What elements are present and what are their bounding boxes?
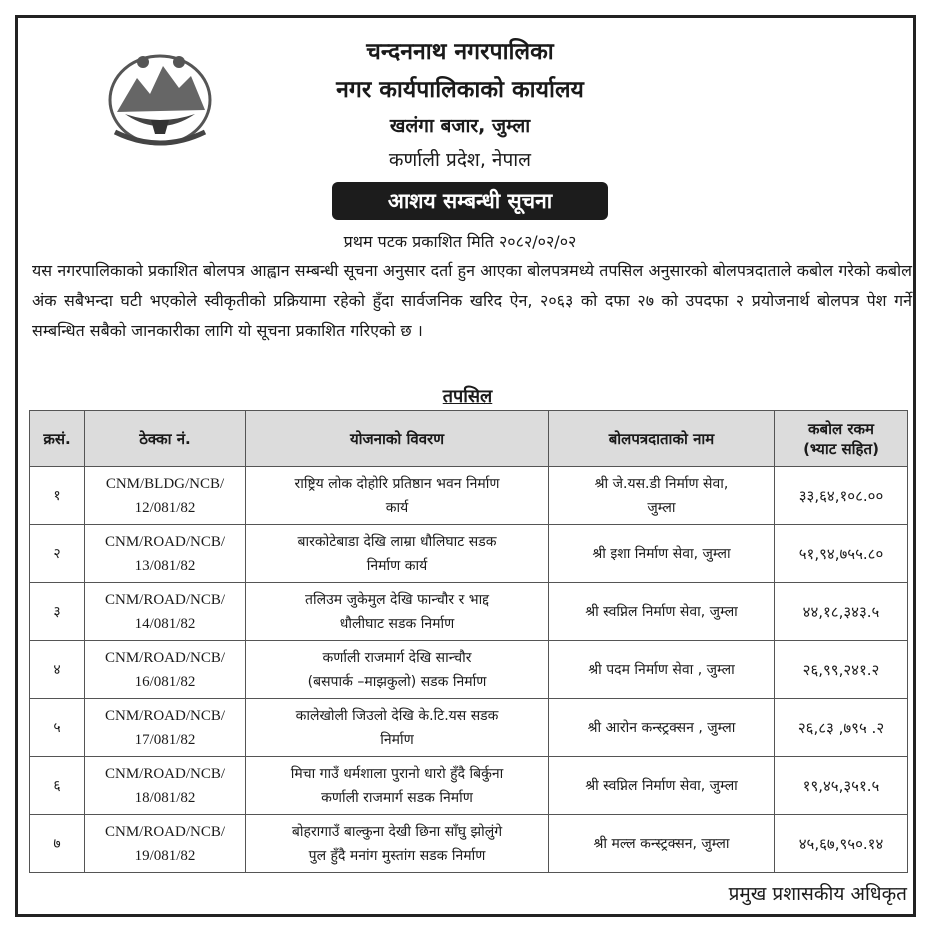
table-row	[30, 467, 908, 525]
cell-contract	[85, 641, 246, 699]
bidder-line-1: श्री स्वप्निल निर्माण सेवा, जुम्ला	[585, 777, 738, 794]
cell-amount: २६,९९,२४१.२	[775, 641, 908, 699]
bidder-line-1: श्री इशा निर्माण सेवा, जुम्ला	[592, 545, 731, 562]
cell-sn: ६	[30, 757, 85, 815]
cell-bidder	[549, 699, 775, 757]
notice-title: आशय सम्बन्धी सूचना	[332, 182, 608, 220]
contract-line-2: 13/081/82	[134, 557, 196, 574]
table-row	[30, 757, 908, 815]
cell-sn: ३	[30, 583, 85, 641]
table-row	[30, 641, 908, 699]
cell-sn: १	[30, 467, 85, 525]
cell-bidder	[549, 641, 775, 699]
bidder-line-2: जुम्ला	[647, 499, 676, 516]
publication-date: प्रथम पटक प्रकाशित मिति २०८२/०२/०२	[343, 232, 577, 251]
cell-project	[246, 641, 549, 699]
contract-line-1: CNM/ROAD/NCB/	[104, 591, 226, 608]
cell-contract	[85, 467, 246, 525]
contract-line-2: 19/081/82	[134, 847, 196, 864]
col-header-amount	[775, 411, 908, 467]
project-line-2: पुल हुँदै मनांग मुस्तांग सडक निर्माण	[308, 847, 486, 864]
cell-sn: ७	[30, 815, 85, 873]
address-line-2: कर्णाली प्रदेश, नेपाल	[388, 149, 532, 171]
contract-line-2: 14/081/82	[134, 615, 196, 632]
project-line-2: (बसपार्क –माझकुलो) सडक निर्माण	[307, 673, 487, 690]
project-line-2: निर्माण	[380, 731, 414, 748]
cell-bidder	[549, 525, 775, 583]
cell-amount: ४५,६७,९५०.१४	[775, 815, 908, 873]
cell-project	[246, 815, 549, 873]
project-line-1: बारकोटेबाडा देखि लाम्रा धौलिघाट सडक	[297, 533, 497, 550]
cell-amount: ५१,९४,७५५.८०	[775, 525, 908, 583]
cell-sn: ५	[30, 699, 85, 757]
project-line-1: राष्ट्रिय लोक दोहोरि प्रतिष्ठान भवन निर्माण	[294, 475, 500, 492]
cell-contract	[85, 815, 246, 873]
contract-line-2: 16/081/82	[134, 673, 196, 690]
cell-sn: २	[30, 525, 85, 583]
cell-contract	[85, 757, 246, 815]
cell-contract	[85, 699, 246, 757]
project-line-1: बोहरागाउँ बाल्कुना देखी छिना साँघु झोलुंगे	[291, 823, 503, 840]
cell-sn: ४	[30, 641, 85, 699]
amount-header-line-2: (भ्याट सहित)	[803, 439, 879, 458]
project-line-2: निर्माण कार्य	[366, 557, 428, 574]
table-row	[30, 815, 908, 873]
cell-bidder	[549, 815, 775, 873]
col-header-bidder: बोलपत्रदाताको नाम	[549, 411, 775, 467]
nepal-emblem-icon	[95, 42, 225, 152]
office-subtitle: नगर कार्यपालिकाको कार्यालय	[336, 77, 584, 103]
bidder-line-1: श्री आरोन कन्स्ट्रक्सन , जुम्ला	[587, 719, 736, 736]
contract-line-1: CNM/ROAD/NCB/	[104, 823, 226, 840]
bidder-line-1: श्री मल्ल कन्स्ट्रक्सन, जुम्ला	[593, 835, 730, 852]
cell-bidder	[549, 757, 775, 815]
project-line-2: कर्णाली राजमार्ग सडक निर्माण	[321, 789, 473, 806]
cell-project	[246, 583, 549, 641]
contract-line-1: CNM/BLDG/NCB/	[105, 475, 225, 492]
cell-project	[246, 467, 549, 525]
bidder-line-1: श्री स्वप्निल निर्माण सेवा, जुम्ला	[585, 603, 738, 620]
contract-line-1: CNM/ROAD/NCB/	[104, 707, 226, 724]
bidder-line-1: श्री जे.यस.डी निर्माण सेवा,	[594, 475, 729, 492]
bidder-line-1: श्री पदम निर्माण सेवा , जुम्ला	[588, 661, 735, 678]
cell-amount: ४४,१८,३४३.५	[775, 583, 908, 641]
cell-amount: ३३,६४,१०८.००	[775, 467, 908, 525]
cell-amount: २६,८३ ,७९५ .२	[775, 699, 908, 757]
cell-bidder	[549, 583, 775, 641]
contract-line-2: 18/081/82	[134, 789, 196, 806]
amount-header-line-1: कबोल रकम	[808, 419, 874, 438]
cell-project	[246, 757, 549, 815]
col-header-project: योजनाको विवरण	[246, 411, 549, 467]
notice-body: यस नगरपालिकाको प्रकाशित बोलपत्र आह्वान सम्बन्धी सूचना अनुसार दर्ता हुन आएका बोलपत्रमध्ये तपसिल अनुसारको बोलपत्रदाताले कबोल गरेको कबोल अंक सबैभन्दा घटी भएकोले स्वीकृतीको प्रक्रियामा रहेको हुँदा सार्वजनिक खरिद ऐन, २०६३ को दफा २७ को उपदफा २ प्रयोजनार्थ बोलपत्र पेश गर्ने सम्बन्धित सबैको जानकारीका लागि यो सूचना प्रकाशित गरिएको छ ।	[32, 261, 912, 340]
project-line-2: धौलीघाट सडक निर्माण	[339, 615, 455, 632]
signatory: प्रमुख प्रशासकीय अधिकृत	[728, 883, 907, 905]
cell-project	[246, 525, 549, 583]
table-header-row	[30, 411, 908, 467]
cell-bidder	[549, 467, 775, 525]
cell-project	[246, 699, 549, 757]
project-line-1: कालेखोली जिउलो देखि के.टि.यस सडक	[295, 707, 499, 724]
project-line-1: कर्णाली राजमार्ग देखि सान्चौर	[322, 649, 472, 666]
project-line-1: मिचा गाउँ धर्मशाला पुरानो धारो हुँदै बिर्कुना	[290, 765, 504, 782]
project-line-1: तलिउम जुकेमुल देखि फान्चौर र भाद्द	[305, 591, 489, 608]
table-row	[30, 525, 908, 583]
table-heading: तपसिल	[442, 386, 493, 407]
contract-line-2: 12/081/82	[134, 499, 196, 516]
bid-table	[29, 410, 908, 873]
cell-contract	[85, 583, 246, 641]
office-name: चन्दननाथ नगरपालिका	[366, 39, 554, 65]
col-header-sn: क्रसं.	[30, 411, 85, 467]
contract-line-1: CNM/ROAD/NCB/	[104, 765, 226, 782]
col-header-contract: ठेक्का नं.	[85, 411, 246, 467]
cell-contract	[85, 525, 246, 583]
contract-line-1: CNM/ROAD/NCB/	[104, 649, 226, 666]
address-line-1: खलंगा बजार, जुम्ला	[389, 115, 531, 137]
project-line-2: कार्य	[385, 499, 409, 516]
table-row	[30, 583, 908, 641]
table-row	[30, 699, 908, 757]
contract-line-2: 17/081/82	[134, 731, 196, 748]
contract-line-1: CNM/ROAD/NCB/	[104, 533, 226, 550]
cell-amount: १९,४५,३५१.५	[775, 757, 908, 815]
